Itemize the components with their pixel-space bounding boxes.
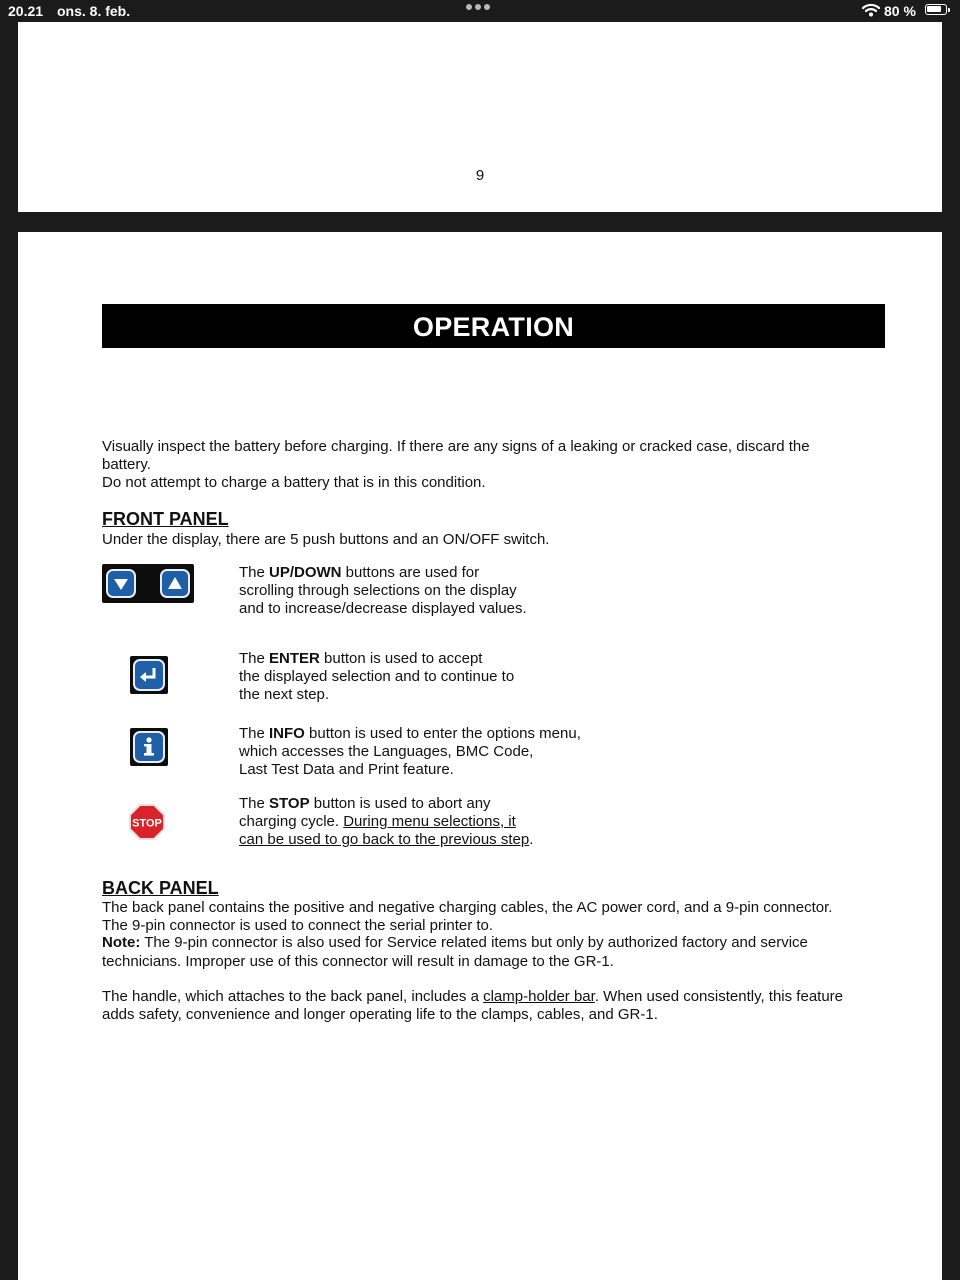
multitasking-dots-icon[interactable] — [466, 4, 490, 10]
stop-sign-icon — [128, 803, 166, 841]
info-description-line-2: which accesses the Languages, BMC Code, — [239, 743, 534, 760]
stop-description-line-1: The STOP button is used to abort any — [239, 795, 491, 812]
info-description-line-1: The INFO button is used to enter the options menu, — [239, 725, 581, 742]
down-arrow-icon — [106, 569, 136, 598]
status-time: 20.21 — [8, 3, 44, 19]
updown-description-line-2: scrolling through selections on the display — [239, 582, 517, 599]
back-panel-note-line: Note: The 9-pin connector is also used for Service related items but only by authorized factory and service — [102, 934, 808, 951]
enter-description-line-1: The ENTER button is used to accept — [239, 650, 483, 667]
stop-sign-label: STOP — [132, 817, 162, 830]
info-button-icon — [130, 728, 168, 766]
enter-description-line-2: the displayed selection and to continue to — [239, 668, 515, 685]
front-panel-heading: FRONT PANEL — [102, 509, 229, 529]
back-panel-line-2: The 9-pin connector is used to connect the serial printer to. — [102, 917, 494, 934]
back-panel-line-1: The back panel contains the positive and negative charging cables, the AC power cord, and a 9-pin connector. — [102, 899, 833, 916]
back-panel-heading: BACK PANEL — [102, 878, 219, 898]
section-title-banner: OPERATION — [102, 304, 885, 348]
wifi-icon — [862, 3, 880, 17]
enter-button-icon — [130, 656, 168, 694]
handle-line-2: adds safety, convenience and longer operating life to the clamps, cables, and GR-1. — [102, 1006, 658, 1023]
battery-percentage: 80 % — [884, 3, 916, 19]
up-arrow-icon — [160, 569, 190, 598]
stop-description-line-3: can be used to go back to the previous step. — [239, 831, 534, 848]
info-description-line-3: Last Test Data and Print feature. — [239, 761, 454, 778]
handle-line-1: The handle, which attaches to the back panel, includes a clamp-holder bar. When used consistently, this feature — [102, 988, 844, 1005]
page-number: 9 — [475, 167, 485, 184]
stop-description-line-2: charging cycle. During menu selections, it — [239, 813, 516, 830]
intro-line-1: Visually inspect the battery before charging. If there are any signs of a leaking or cracked case, discard the — [102, 438, 810, 455]
updown-description-line-3: and to increase/decrease displayed values. — [239, 600, 527, 617]
battery-icon — [925, 4, 947, 15]
status-bar — [0, 0, 960, 22]
intro-line-3: Do not attempt to charge a battery that is in this condition. — [102, 474, 486, 491]
enter-description-line-3: the next step. — [239, 686, 330, 703]
status-date: ons. 8. feb. — [57, 3, 131, 19]
document-page — [18, 232, 942, 1280]
front-panel-description: Under the display, there are 5 push buttons and an ON/OFF switch. — [102, 531, 550, 548]
battery-tip — [948, 8, 950, 12]
back-panel-line-4: technicians. Improper use of this connector will result in damage to the GR-1. — [102, 953, 614, 970]
previous-page — [18, 22, 942, 212]
updown-buttons-icon — [102, 564, 194, 603]
intro-line-2: battery. — [102, 456, 151, 473]
updown-description-line-1: The UP/DOWN buttons are used for — [239, 564, 480, 581]
